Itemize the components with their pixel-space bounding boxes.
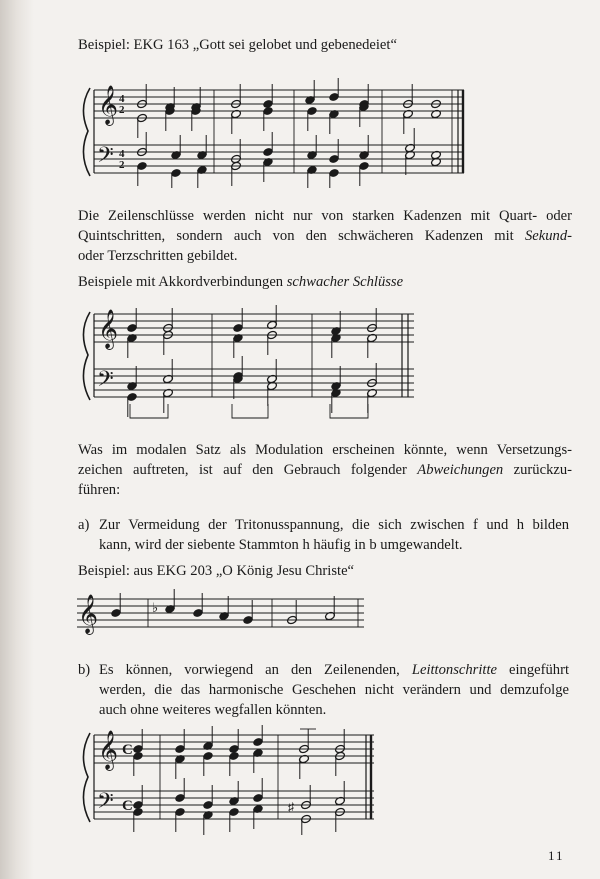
list-item-a-label: a) bbox=[78, 517, 90, 533]
bass-clef-icon: 𝄢 bbox=[97, 367, 114, 396]
treble-clef-icon: 𝄞 bbox=[98, 87, 119, 124]
page-binding-shadow bbox=[0, 0, 34, 879]
italic-term-leittonschritte: Leittonschritte bbox=[411, 662, 497, 678]
system-brace bbox=[83, 88, 90, 176]
bass-clef-icon: 𝄢 bbox=[97, 143, 114, 172]
paragraph1-line1: Die Zeilenschlüsse werden nicht nur von starken Kadenzen mit Quart- oder bbox=[78, 208, 572, 224]
treble-clef-icon: 𝄞 bbox=[98, 732, 119, 769]
paragraph-modulation bbox=[78, 440, 572, 500]
paragraph1-line2: Quintschritten, sondern auch von den schwächeren Kadenzen mit Sekund- bbox=[78, 228, 572, 244]
notes-example4 bbox=[132, 725, 345, 835]
score-example3 bbox=[72, 587, 372, 642]
treble-clef-icon: 𝄞 bbox=[78, 596, 99, 633]
example1-label: Beispiel: EKG 163 „Gott sei gelobet und gebenedeiet“ bbox=[78, 37, 397, 53]
notes-example3 bbox=[110, 589, 335, 625]
list-item-b-line1: Es können, vorwiegend an den Zeilenenden, Leittonschritte eingeführt bbox=[99, 662, 569, 678]
common-time-bass-icon: C bbox=[122, 798, 133, 814]
score-example4 bbox=[72, 725, 382, 835]
list-item-b-line3: auch ohne weiteres wegfallen könnten. bbox=[99, 702, 327, 718]
flat-icon: ♭ bbox=[152, 600, 159, 615]
list-item-b bbox=[78, 660, 572, 720]
list-item-a-line1: Zur Vermeidung der Tritonusspannung, die sich zwischen f und h bilden bbox=[99, 517, 569, 533]
time-signature-numerator-bass: 4 bbox=[119, 148, 125, 160]
score-example2 bbox=[72, 300, 422, 425]
italic-term-sekund: Sekund- bbox=[524, 228, 572, 244]
paragraph2-line1: Was im modalen Satz als Modulation erscheinen könnte, wenn Versetzungs- bbox=[78, 442, 572, 458]
bass-clef-icon: 𝄢 bbox=[97, 789, 114, 818]
time-signature-denominator-bass: 2 bbox=[119, 159, 125, 171]
time-signature-numerator: 4 bbox=[119, 93, 125, 105]
paragraph2-line3: führen: bbox=[78, 482, 121, 498]
paragraph2-line2: zeichen auftreten, ist auf den Gebrauch folgender Abweichungen zurückzu- bbox=[78, 462, 572, 478]
treble-staff bbox=[94, 90, 464, 118]
notes-example2 bbox=[126, 305, 377, 417]
common-time-icon: C bbox=[122, 742, 133, 758]
list-item-a bbox=[78, 515, 572, 555]
paragraph-line-endings bbox=[78, 206, 572, 266]
sharp-icon: ♯ bbox=[288, 800, 294, 814]
list-item-b-line2: werden, die das harmonische Geschehen nicht verändern und demzufolge bbox=[99, 682, 569, 698]
time-signature-denominator: 2 bbox=[119, 104, 125, 116]
notes-example1 bbox=[136, 78, 441, 188]
score-example1 bbox=[72, 78, 472, 188]
page-number: 11 bbox=[548, 848, 565, 863]
paragraph1-line3: oder Terzschritten gebildet. bbox=[78, 248, 238, 264]
treble-clef-icon: 𝄞 bbox=[98, 311, 119, 348]
italic-term-abweichungen: Abweichungen bbox=[417, 462, 504, 478]
example2-label: Beispiele mit Akkordverbindungen schwacher Schlüsse bbox=[78, 274, 404, 290]
list-item-b-label: b) bbox=[78, 662, 91, 678]
example3-label: Beispiel: aus EKG 203 „O König Jesu Christe“ bbox=[78, 563, 355, 579]
list-item-a-line2: kann, wird der siebente Stammton h häufig in b umgewandelt. bbox=[99, 537, 463, 553]
